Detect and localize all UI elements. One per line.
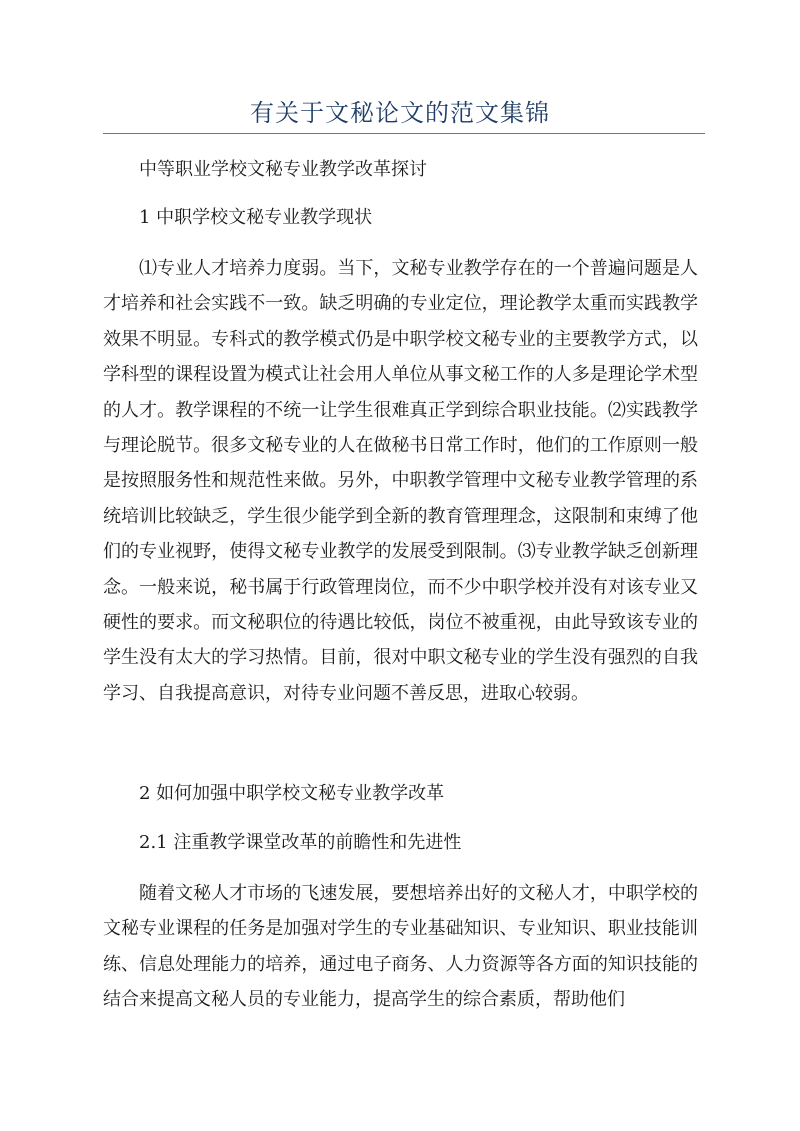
section-1-paragraph: ⑴专业人才培养力度弱。当下，文秘专业教学存在的一个普遍问题是人才培养和社会实践不一致。缺乏明确的专业定位，理论教学太重而实践教学效果不明显。专科式的教学模式仍是中职学校文秘专业的主要教学方式，以学科型的课程设置为模式让社会用人单位从事文秘工作的人多是理论学术型的人才。教学课程的不统一让学生很难真正学到综合职业技能。⑵实践教学与理论脱节。很多文秘专业的人在做秘书日常工作时，他们的工作原则一般是按照服务性和规范性来做。另外，中职教学管理中文秘专业教学管理的系统培训比较缺乏，学生很少能学到全新的教育管理理念，这限制和束缚了他们的专业视野，使得文秘专业教学的发展受到限制。⑶专业教学缺乏创新理念。一般来说，秘书属于行政管理岗位，而不少中职学校并没有对该专业又硬性的要求。而文秘职位的待遇比较低，岗位不被重视，由此导致该专业的学生没有太大的学习热情。目前，很对中职文秘专业的学生没有强烈的自我学习、自我提高意识，对待专业问题不善反思，进取心较弱。 bbox=[103, 258, 698, 704]
section-2-1-paragraph: 随着文秘人才市场的飞速发展，要想培养出好的文秘人才，中职学校的文秘专业课程的任务是加强对学生的专业基础知识、专业知识、职业技能训练、信息处理能力的培养，通过电子商务、人力资源等各方面的知识技能的结合来提高文秘人员的专业能力，提高学生的综合素质，帮助他们 bbox=[103, 883, 698, 1011]
section-1-heading: 1 中职学校文秘专业教学现状 bbox=[139, 207, 373, 228]
section-2-1-heading: 2.1 注重教学课堂改革的前瞻性和先进性 bbox=[139, 832, 462, 853]
article-subtitle: 中等职业学校文秘专业教学改革探讨 bbox=[139, 159, 427, 180]
document-title: 有关于文秘论文的范文集锦 bbox=[250, 99, 550, 127]
title-underline bbox=[103, 133, 705, 134]
section-2-heading: 2 如何加强中职学校文秘专业教学改革 bbox=[139, 783, 445, 804]
